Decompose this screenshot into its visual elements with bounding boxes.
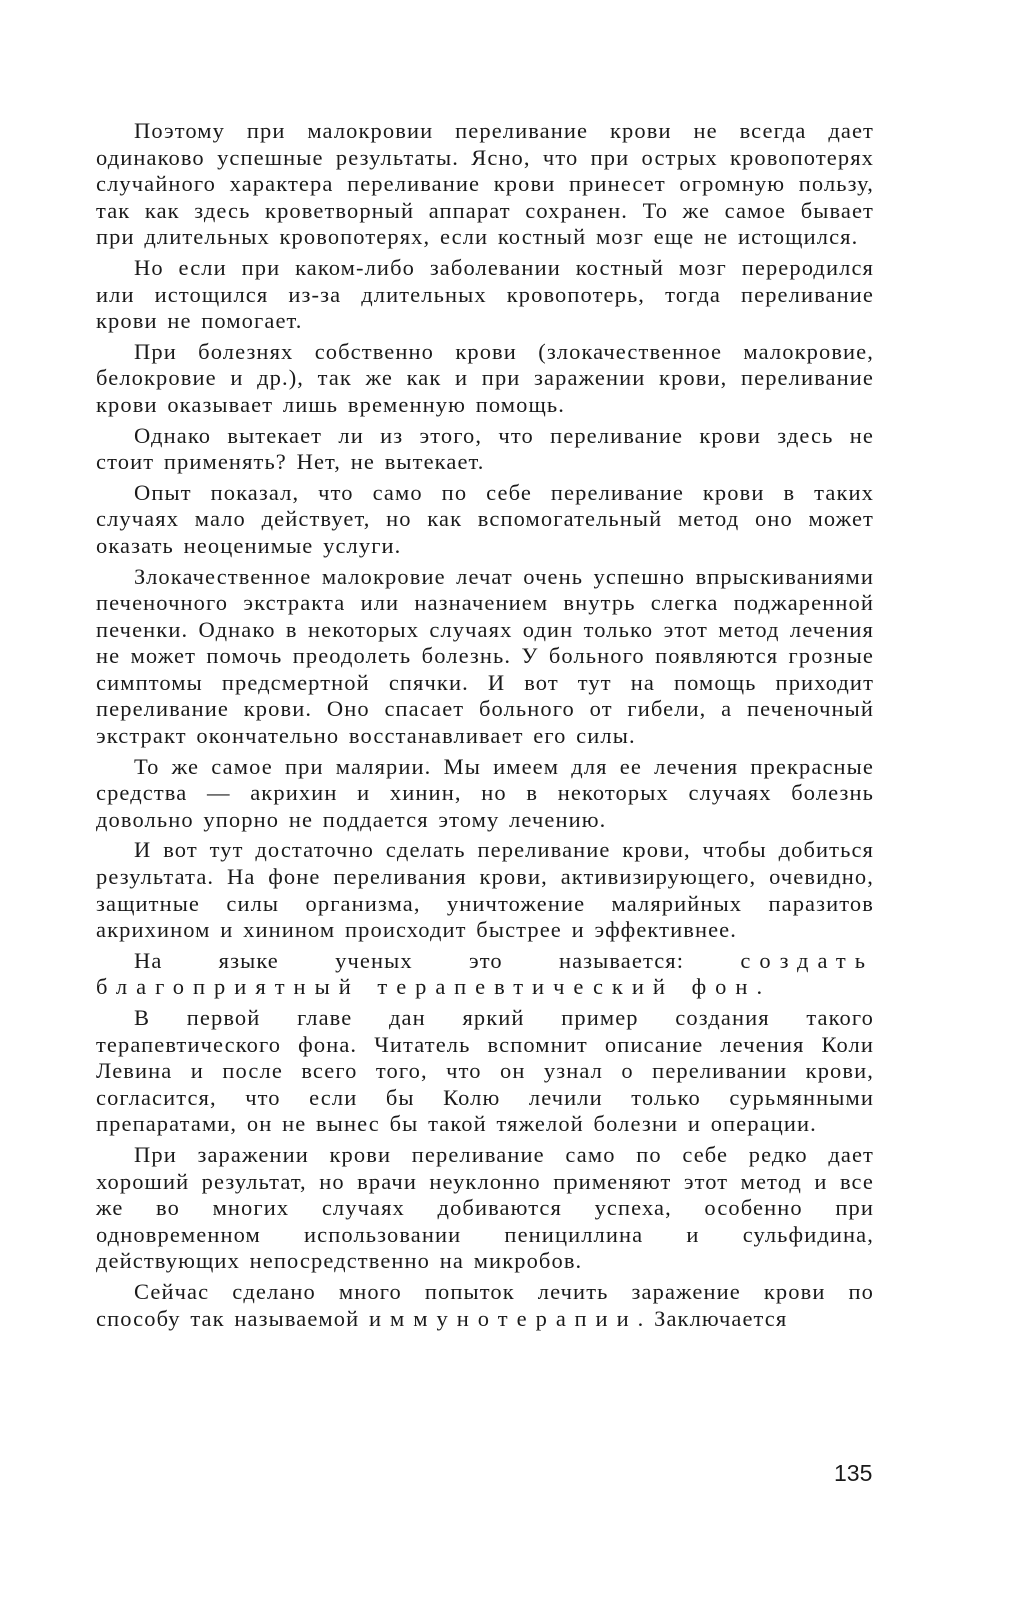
paragraph: При заражении крови переливание само по себе редко дает хороший результат, но врачи неуклонно применяют этот метод и все же во многих случаях добиваются успеха, особенно при одновременном использовании пенициллина и сульфидина, действующих непосредственно на микробов. xyxy=(96,1141,874,1274)
paragraph: И вот тут достаточно сделать переливание крови, чтобы добиться результата. На фоне переливания крови, активизирующего, очевидно, защитные силы организма, уничтожение малярийных паразитов акрихином и хинином происходит быстрее и эффективнее. xyxy=(96,837,874,943)
paragraph: При болезнях собственно крови (злокачественное малокровие, белокровие и др.), так же как и при заражении крови, переливание крови оказывает лишь временную помощь. xyxy=(96,338,874,417)
term-tail: . xyxy=(756,974,764,1000)
paragraph-term xyxy=(96,948,874,1001)
paragraph: Злокачественное малокровие лечат очень успешно впрыскиваниями печеночного экстракта или назначением внутрь слегка поджаренной печенки. Однако в некоторых случаях один только этот метод лечения не может помочь преодолеть болезнь. У больного появляются грозные симптомы предсмертной спячки. И вот тут на помощь приходит переливание крови. Оно спасает больного от гибели, а печеночный экстракт окончательно восстанавливает его силы. xyxy=(96,563,874,749)
page-body xyxy=(96,118,874,1336)
paragraph: Опыт показал, что само по себе переливание крови в таких случаях мало действует, но как вспомогательный метод оно может оказать неоценимые услуги. xyxy=(96,479,874,558)
last-lead: Сейчас сделано много попыток лечить заражение крови по способу так называемой xyxy=(96,1278,874,1331)
paragraph: Однако вытекает ли из этого, что переливание крови здесь не стоит применять? Нет, не вытекает. xyxy=(96,422,874,475)
paragraph: То же самое при малярии. Мы имеем для ее лечения прекрасные средства — акрихин и хинин, но в некоторых случаях болезнь довольно упорно не поддается этому лечению. xyxy=(96,753,874,832)
paragraph: Поэтому при малокровии переливание крови не всегда дает одинаково успешные результаты. Ясно, что при острых кровопотерях случайного характера переливание крови принесет огромную пользу, так как здесь кроветворный аппарат сохранен. То же самое бывает при длительных кровопотерях, если костный мозг еще не истощился. xyxy=(96,118,874,250)
spaced-term: создать благоприятный терапевтический фон xyxy=(96,947,874,1000)
term-lead: На языке ученых это называется: xyxy=(134,947,741,973)
paragraph: Но если при каком-либо заболевании костный мозг переродился или истощился из-за длительных кровопотерь, тогда переливание крови не помогает. xyxy=(96,254,874,334)
paragraph-last xyxy=(96,1279,874,1332)
last-tail: . Заключается xyxy=(637,1305,788,1331)
paragraph: В первой главе дан яркий пример создания такого терапевтического фона. Читатель вспомнит описание лечения Коли Левина и после всего того, что он узнал о переливании крови, согласится, что если бы Колю лечили только сурьмянными препаратами, он не вынес бы такой тяжелой болезни и операции. xyxy=(96,1005,874,1137)
spaced-term: иммунотерапии xyxy=(368,1305,638,1331)
page-number: 135 xyxy=(834,1460,873,1486)
